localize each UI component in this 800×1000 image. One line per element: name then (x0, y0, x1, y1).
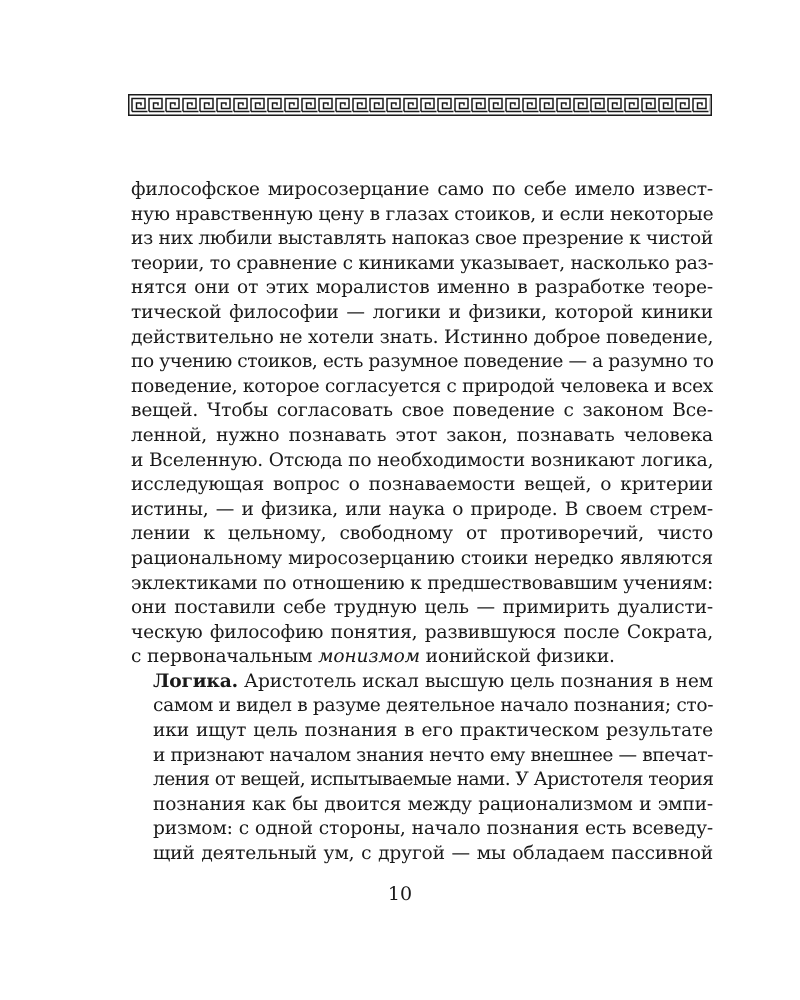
text-line: действительно не хотели знать. Истинно доброе поведение, (131, 326, 714, 348)
text-line: и Вселенную. Отсюда по необходимости возникают логика, (131, 449, 714, 471)
text-line: ческую философию понятия, развившуюся после Сократа, (131, 621, 713, 643)
text-line-final (131, 645, 713, 670)
text-line: познания как бы двоится между рационализмом и эмпи- (153, 793, 713, 815)
text-line: теории, то сравнение с киниками указывает, насколько раз- (131, 252, 714, 274)
section-heading-logic: Логика. (153, 670, 238, 692)
text-line: ики ищут цель познания в его практическом результате (153, 720, 713, 742)
text-line: по учению стоиков, есть разумное поведение — а разумно то (131, 351, 714, 373)
text-line: философское миросозерцание само по себе имело извест- (131, 179, 713, 200)
text-line: рациональному миросозерцанию стоики нередко являются (131, 547, 713, 569)
text-run: Аристотель искал высшую цель познания в нем (237, 670, 713, 692)
text-line: тической философии — логики и физики, которой киники (131, 301, 713, 323)
text-run: ионийской физики. (419, 646, 615, 668)
text-line: поведение, которое согласуется с природой человека и всех (131, 375, 713, 397)
text-line: вещей. Чтобы согласовать свое поведение с законом Все- (131, 400, 713, 422)
text-line: исследующая вопрос о познаваемости вещей, о критерии (131, 474, 713, 496)
text-line-first (131, 670, 713, 695)
body-text (131, 178, 713, 867)
text-line: ризмом: с одной стороны, начало познания есть всеведу- (153, 818, 713, 840)
text-line: ления от вещей, испытываемые нами. У Аристотеля теория (153, 769, 714, 791)
text-line: нятся они от этих моралистов именно в разработке теоре- (131, 277, 713, 299)
text-line: эклектиками по отношению к предшествовавшим учениям: (131, 572, 714, 594)
text-line: истины, — и физика, или наука о природе. В своем стрем- (131, 498, 713, 520)
text-line: ную нравственную цену в глазах стоиков, и если некоторые (131, 203, 714, 225)
greek-key-border-ornament (128, 94, 712, 116)
text-line: щий деятельный ум, с другой — мы обладаем пассивной (153, 843, 713, 865)
text-line: они поставили себе трудную цель — примирить дуалисти- (131, 597, 713, 619)
paragraph-logic (131, 670, 713, 867)
text-run: с первоначальным (131, 646, 319, 668)
text-line: ленной, нужно познавать этот закон, познавать человека (131, 424, 713, 446)
italic-term: монизмом (318, 646, 420, 668)
text-line: самом и видел в разуме деятельное начало познания; сто- (153, 695, 714, 717)
paragraph-stoic-philosophy (131, 178, 713, 670)
page-number: 10 (387, 883, 413, 905)
text-line: лении к цельному, свободному от противоречий, чисто (131, 523, 713, 545)
text-line: из них любили выставлять напоказ свое презрение к чистой (131, 228, 713, 250)
text-line: и признают началом знания нечто ему внешнее — впечат- (153, 744, 713, 766)
